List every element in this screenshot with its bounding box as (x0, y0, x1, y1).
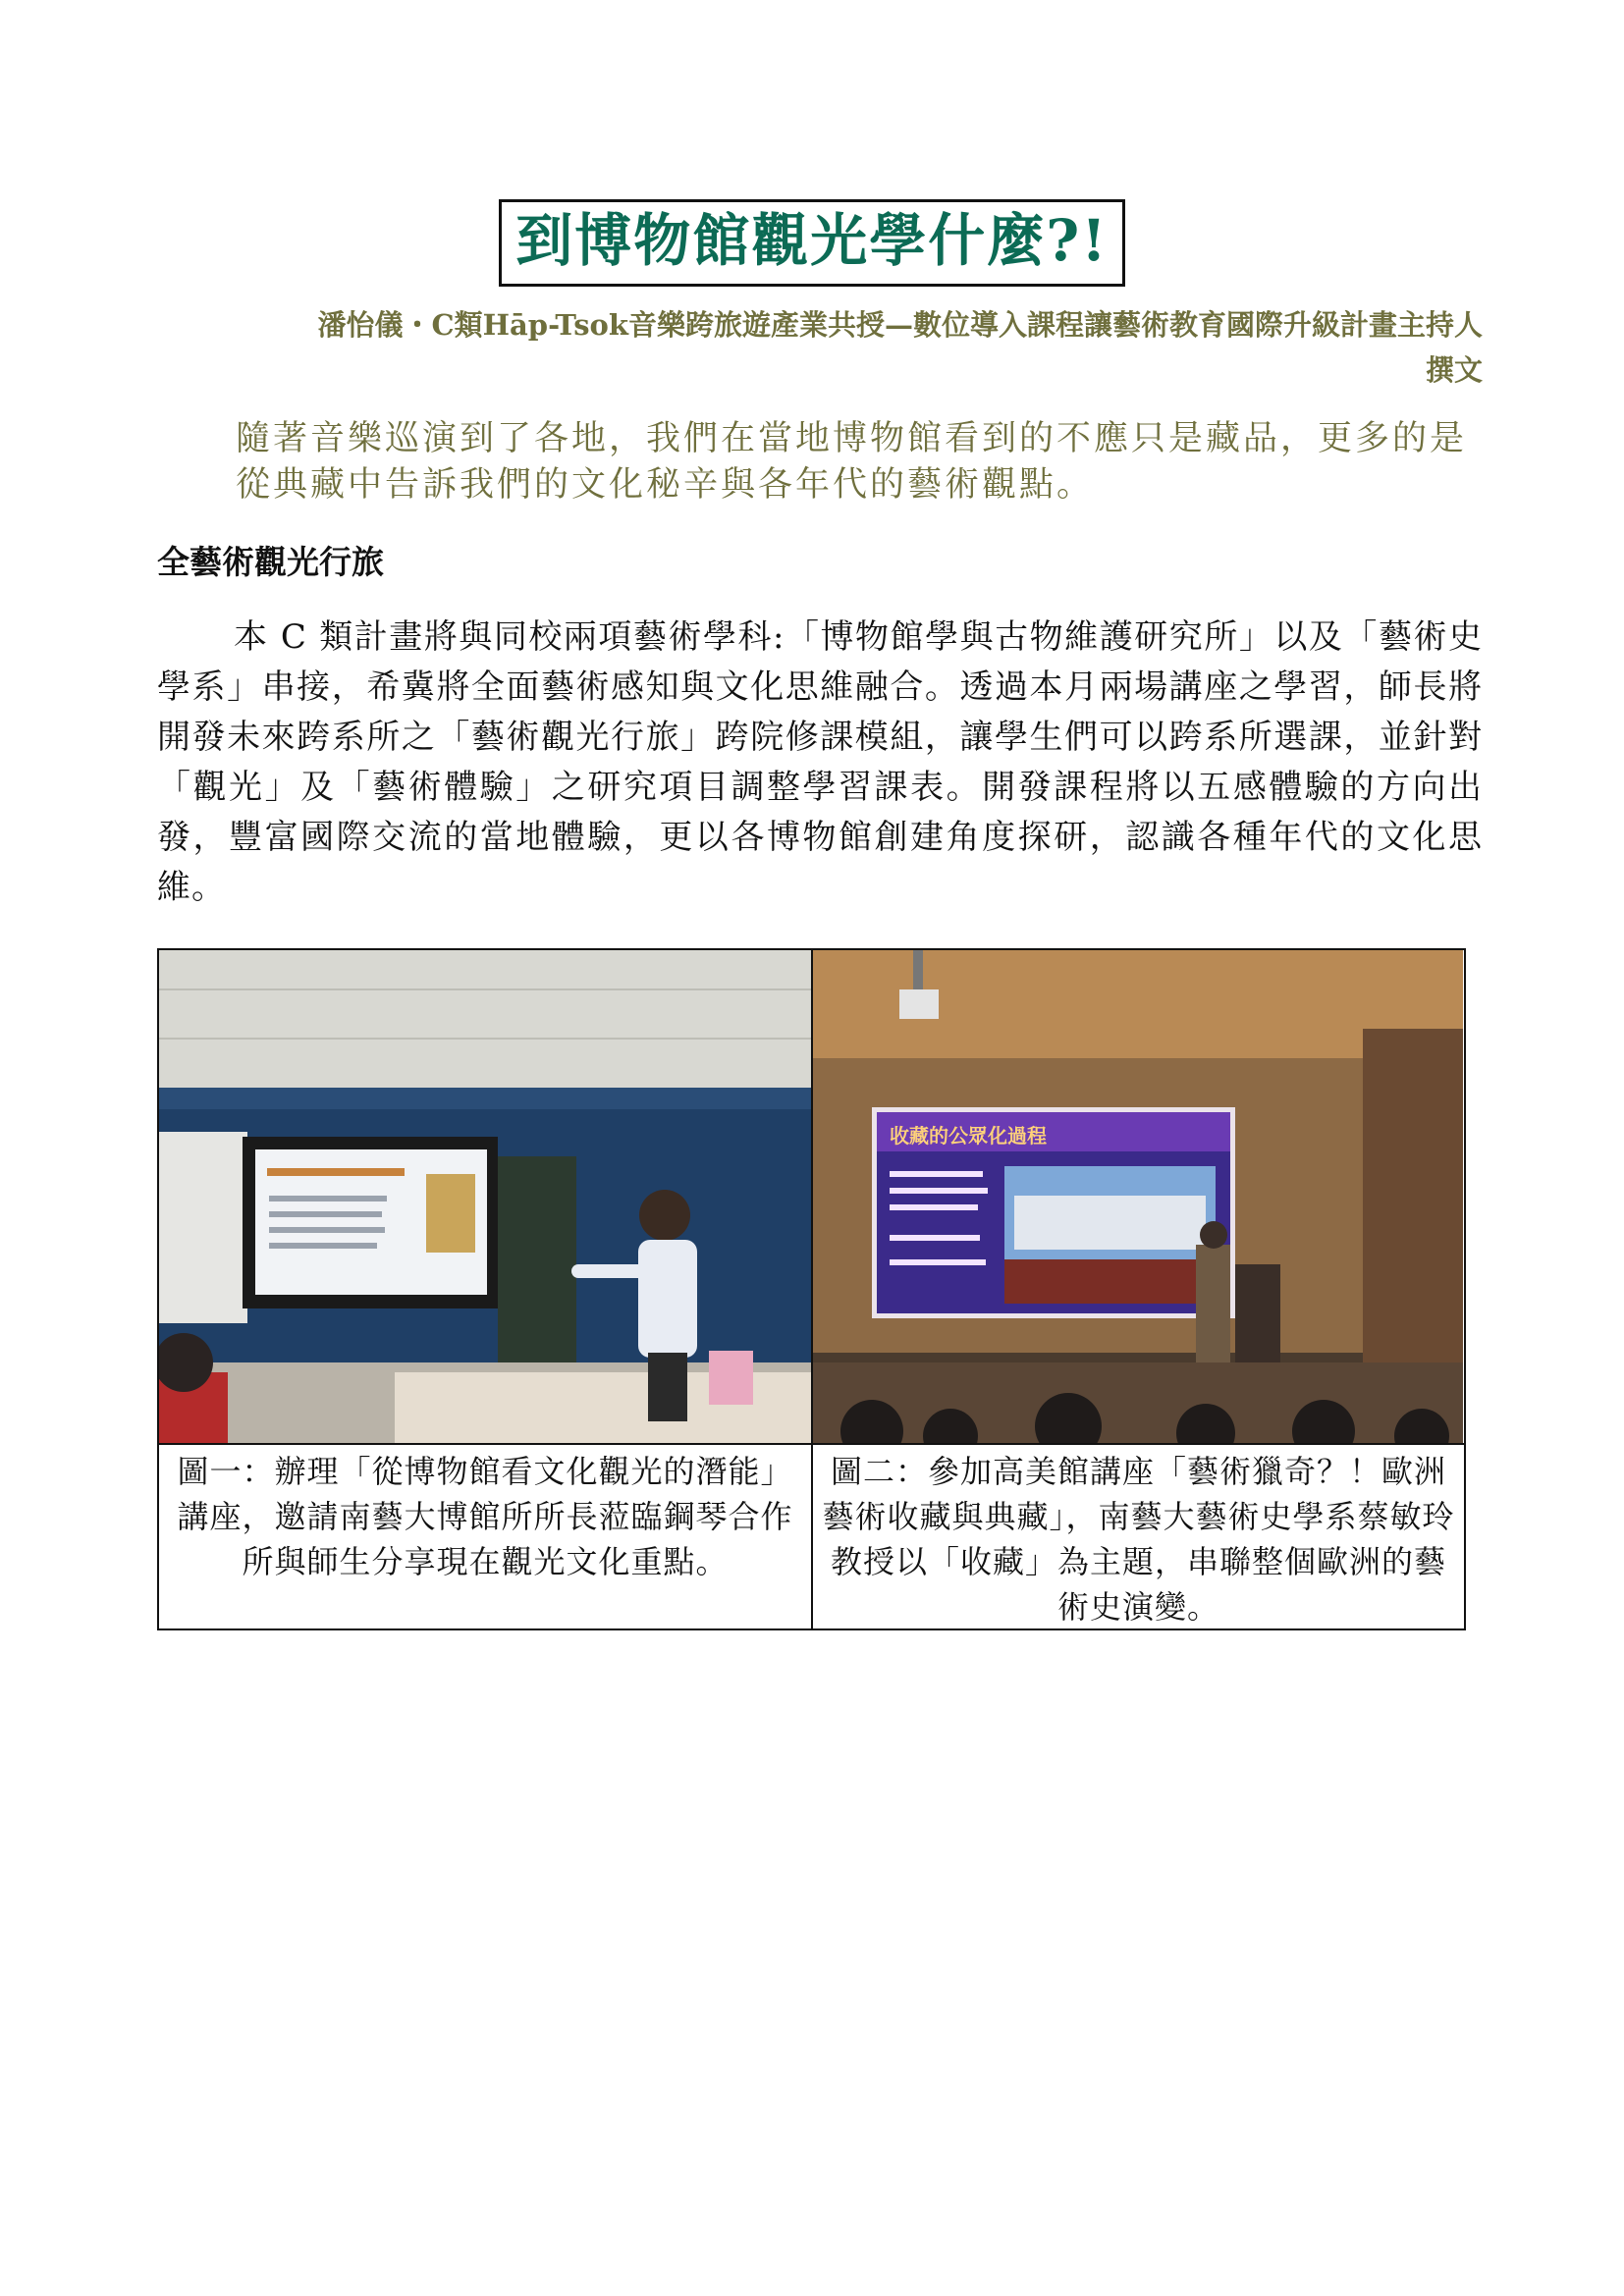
article-title: 到博物館觀光學什麼?! (499, 199, 1124, 287)
body-paragraph: 本 C 類計畫將與同校兩項藝術學科:「博物館學與古物維護研究所」以及「藝術史學系」串接，希冀將全面藝術感知與文化思維融合。透過本月兩場講座之學習，師長將開發未來跨系所之「藝術觀光行旅」跨院修課模組，讓學生們可以跨系所選課，並針對「觀光」及「藝術體驗」之研究項目調整學習課表。開發課程將以五感體驗的方向出發，豐富國際交流的當地體驗，更以各博物館創建角度探研，認識各種年代的文化思維。 (157, 617, 1483, 907)
figure-1-photo (159, 950, 812, 1443)
figure-table (157, 948, 1466, 1630)
lead-paragraph: 隨著音樂巡演到了各地，我們在當地博物館看到的不應只是藏品，更多的是從典藏中告訴我們的文化秘辛與各年代的藝術觀點。 (236, 419, 1468, 505)
byline-line1: 潘怡儀・C類Hāp-Tsok音樂跨旅遊產業共授—數位導入課程讓藝術教育國際升級計畫主持人 (317, 308, 1483, 342)
figure-1-caption: 圖一：辦理「從博物館看文化觀光的潛能」講座，邀請南藝大博館所所長蒞臨鋼琴合作所與師生分享現在觀光文化重點。 (177, 1453, 793, 1580)
byline-line2: 撰文 (1425, 353, 1483, 387)
section-heading: 全藝術觀光行旅 (157, 543, 384, 581)
author-byline (157, 302, 1483, 393)
figure-2-caption: 圖二：參加高美館講座「藝術獵奇？！歐洲藝術收藏與典藏」，南藝大藝術史學系蔡敏玲教授以「收藏」為主題，串聯整個歐洲的藝術史演變。 (822, 1453, 1455, 1626)
slide-title: 收藏的公眾化過程 (890, 1124, 1047, 1148)
title-wrap (0, 199, 1624, 287)
figure-2-photo (813, 950, 1463, 1443)
table-divider-horizontal (159, 1443, 1464, 1445)
